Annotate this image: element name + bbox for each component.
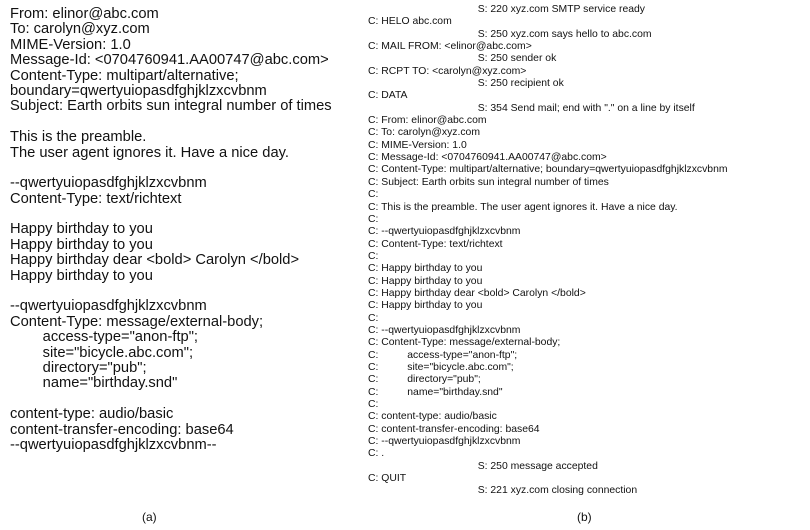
transcript-line: C: name="birthday.snd" bbox=[368, 386, 503, 398]
transcript-line: C: Subject: Earth orbits sun integral number of times bbox=[368, 176, 609, 188]
message-line bbox=[10, 207, 370, 222]
message-line: Content-Type: multipart/alternative; bbox=[10, 67, 239, 84]
transcript-line: S: 250 message accepted bbox=[368, 460, 598, 472]
transcript-line: C: content-type: audio/basic bbox=[368, 411, 497, 423]
message-line bbox=[10, 115, 370, 130]
transcript-line: C: Happy birthday to you bbox=[368, 300, 483, 312]
message-line: name="birthday.snd" bbox=[10, 375, 178, 392]
transcript-line: S: 250 recipient ok bbox=[368, 78, 564, 90]
message-line: Happy birthday dear <bold> Carolyn </bold> bbox=[10, 252, 300, 269]
transcript-line: S: 221 xyz.com closing connection bbox=[368, 485, 638, 497]
transcript-line: C: bbox=[368, 213, 379, 225]
transcript-line: C: Happy birthday to you bbox=[368, 263, 483, 275]
transcript-line: C: bbox=[368, 189, 379, 201]
message-line: --qwertyuiopasdfghjklzxcvbnm-- bbox=[10, 436, 217, 453]
message-line: Subject: Earth orbits sun integral number of times bbox=[10, 98, 332, 115]
message-line: Content-Type: message/external-body; bbox=[10, 313, 264, 330]
transcript-line: C: To: carolyn@xyz.com bbox=[368, 127, 480, 139]
transcript-line: C: Happy birthday dear <bold> Carolyn </bold> bbox=[368, 287, 586, 299]
message-line: Happy birthday to you bbox=[10, 236, 153, 253]
message-line: Happy birthday to you bbox=[10, 267, 153, 284]
transcript-line: C: From: elinor@abc.com bbox=[368, 115, 487, 127]
transcript-line: C: Message-Id: <0704760941.AA00747@abc.com> bbox=[368, 152, 607, 164]
transcript-line: S: 220 xyz.com SMTP service ready bbox=[368, 4, 645, 15]
message-line: content-type: audio/basic bbox=[10, 406, 174, 423]
transcript-line: C: Content-Type: message/external-body; bbox=[368, 337, 561, 349]
message-line: access-type="anon-ftp"; bbox=[10, 329, 198, 346]
transcript-line: C: bbox=[368, 312, 379, 324]
transcript-line: C: --qwertyuiopasdfghjklzxcvbnm bbox=[368, 324, 521, 336]
message-line: To: carolyn@xyz.com bbox=[10, 21, 150, 38]
transcript-line: C: Content-Type: text/richtext bbox=[368, 238, 503, 250]
transcript-line: S: 250 sender ok bbox=[368, 53, 557, 65]
transcript-line: S: 250 xyz.com says hello to abc.com bbox=[368, 28, 652, 40]
message-line: MIME-Version: 1.0 bbox=[10, 36, 131, 53]
message-line: Happy birthday to you bbox=[10, 221, 153, 238]
message-line: The user agent ignores it. Have a nice day. bbox=[10, 144, 289, 161]
message-line bbox=[10, 161, 370, 176]
transcript-line: C: This is the preamble. The user agent ignores it. Have a nice day. bbox=[368, 201, 678, 213]
message-line: content-transfer-encoding: base64 bbox=[10, 421, 234, 438]
transcript-line: C: site="bicycle.abc.com"; bbox=[368, 361, 514, 373]
transcript-line: C: MAIL FROM: <elinor@abc.com> bbox=[368, 41, 532, 53]
message-line: Content-Type: text/richtext bbox=[10, 190, 182, 207]
message-line: Message-Id: <0704760941.AA00747@abc.com> bbox=[10, 52, 329, 69]
message-line: directory="pub"; bbox=[10, 359, 147, 376]
caption-b: (b) bbox=[577, 510, 592, 524]
message-line: boundary=qwertyuiopasdfghjklzxcvbnm bbox=[10, 82, 267, 99]
transcript-line: C: --qwertyuiopasdfghjklzxcvbnm bbox=[368, 226, 521, 238]
transcript-line: C: Happy birthday to you bbox=[368, 275, 483, 287]
message-line: site="bicycle.abc.com"; bbox=[10, 344, 194, 361]
transcript-line: C: directory="pub"; bbox=[368, 374, 481, 386]
smtp-transcript-panel bbox=[368, 4, 808, 498]
transcript-line: C: DATA bbox=[368, 90, 408, 102]
message-line bbox=[10, 392, 370, 407]
transcript-line: S: 354 Send mail; end with "." on a line by itself bbox=[368, 102, 695, 114]
transcript-line: C: Content-Type: multipart/alternative; boundary=qwertyuiopasdfghjklzxcvbnm bbox=[368, 164, 728, 176]
message-line: --qwertyuiopasdfghjklzxcvbnm bbox=[10, 175, 207, 192]
transcript-line: C: bbox=[368, 250, 379, 262]
message-line bbox=[10, 284, 370, 299]
mime-message-panel bbox=[10, 7, 370, 453]
transcript-line: C: RCPT TO: <carolyn@xyz.com> bbox=[368, 65, 527, 77]
message-line: This is the preamble. bbox=[10, 129, 147, 146]
transcript-line: C: . bbox=[368, 448, 385, 460]
caption-a: (a) bbox=[142, 510, 157, 524]
transcript-line: C: QUIT bbox=[368, 473, 407, 485]
message-line: From: elinor@abc.com bbox=[10, 6, 159, 22]
message-line: --qwertyuiopasdfghjklzxcvbnm bbox=[10, 298, 207, 315]
transcript-line: C: content-transfer-encoding: base64 bbox=[368, 423, 540, 435]
transcript-line: C: --qwertyuiopasdfghjklzxcvbnm bbox=[368, 436, 521, 448]
transcript-line: C: MIME-Version: 1.0 bbox=[368, 139, 467, 151]
transcript-line: C: HELO abc.com bbox=[368, 16, 452, 28]
transcript-line: C: access-type="anon-ftp"; bbox=[368, 349, 518, 361]
transcript-line: C: bbox=[368, 399, 379, 410]
